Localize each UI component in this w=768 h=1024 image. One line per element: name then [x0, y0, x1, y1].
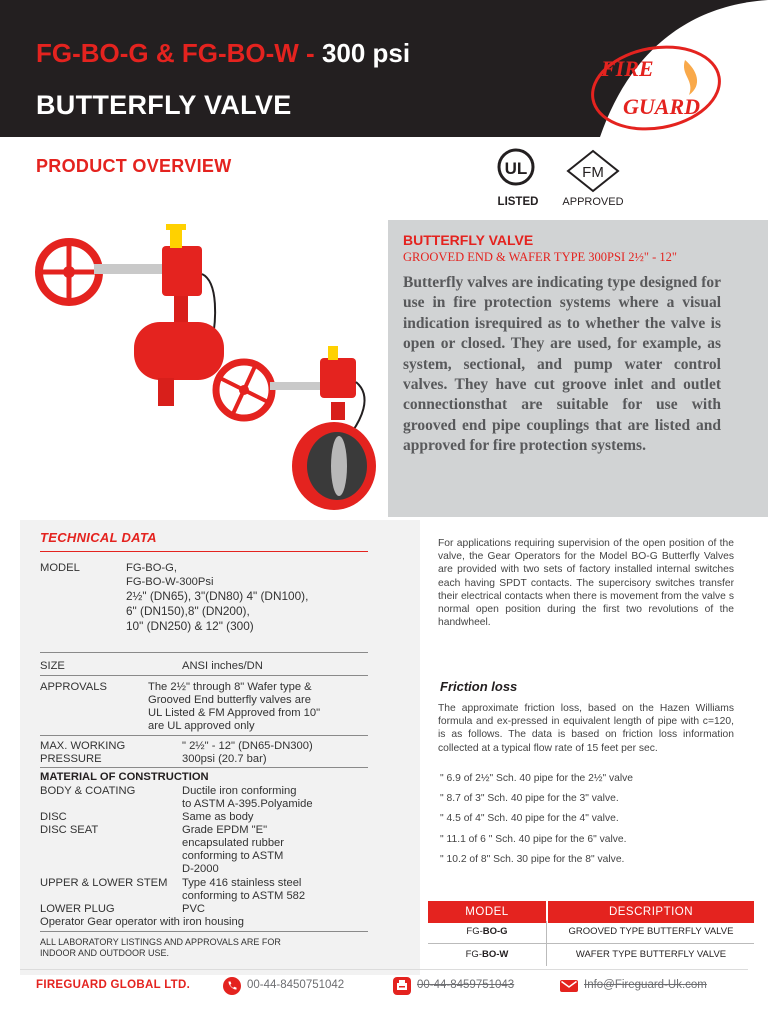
fm-approved-icon: [562, 151, 623, 208]
material-heading: MATERIAL OF CONSTRUCTION: [40, 771, 209, 783]
stem-label: UPPER & LOWER STEM: [40, 877, 168, 889]
butterfly-valve-product-image: [34, 222, 384, 512]
grooved-valve-illustration: [39, 224, 224, 406]
operator-line: Operator Gear operator with iron housing: [40, 916, 244, 928]
lower-plug-value: PVC: [182, 903, 206, 915]
disc-seat-line-4: D-2000: [182, 863, 219, 875]
approvals-note-line-2: INDOOR AND OUTDOOR USE.: [40, 948, 170, 958]
technical-data-title: TECHNICAL DATA: [40, 530, 157, 545]
size-value: ANSI inches/DN: [182, 660, 263, 672]
friction-loss-paragraph: The approximate friction loss, based on the Hazen Williams formula and ex-pressed in equivalent length of pipe with c=120, is as follows. The data is based on friction loss information collected at a typical flow rate of 15 feet per sec.: [438, 703, 734, 754]
body-coating-line-2: to ASTM A-395.Polyamide: [182, 798, 313, 810]
footer-email[interactable]: Info@Fireguard-Uk.com: [584, 979, 707, 991]
technical-title-rule: [40, 551, 368, 552]
description-body: Butterfly valves are indicating type designed for use in fire protection systems where a visual indication isrequired as to whether the valve is open or closed. They are used, for example, as system, sectional, and pump water control valves. They have cut groove inlet and outlet connectionsthat are suitable for use with grooved end pipe couplings that are listed and approved for fire protection systems.: [403, 274, 721, 455]
table-separator: [40, 735, 368, 736]
certification-marks: [496, 147, 626, 209]
model-line-1: FG-BO-G,: [126, 562, 177, 574]
footer-company: FIREGUARD GLOBAL LTD.: [36, 979, 191, 991]
fax-icon: [393, 977, 411, 995]
friction-loss-heading: Friction loss: [440, 679, 518, 694]
wafer-valve-illustration: [216, 346, 376, 510]
table-row-model: FG-BO-W: [465, 949, 509, 960]
approvals-note-line-1: ALL LABORATORY LISTINGS AND APPROVALS ARE FOR: [40, 937, 281, 947]
ul-listed-icon: [498, 150, 539, 208]
table-column-divider: [546, 921, 547, 966]
lower-plug-label: LOWER PLUG: [40, 903, 115, 915]
disc-seat-line-2: encapsulated rubber: [182, 837, 285, 849]
table-row-model: FG-BO-G: [466, 926, 508, 937]
model-label: MODEL: [40, 562, 80, 574]
footer-fax[interactable]: 00-44-8459751043: [417, 979, 515, 991]
svg-text:APPROVED: APPROVED: [562, 196, 624, 208]
page-subtitle: BUTTERFLY VALVE: [36, 90, 292, 120]
stem-line-2: conforming to ASTM 582: [182, 890, 306, 902]
pressure-line-2: 300psi (20.7 bar): [182, 753, 267, 765]
table-row-description: GROOVED TYPE BUTTERFLY VALVE: [568, 926, 734, 937]
svg-text:FM: FM: [582, 164, 604, 181]
friction-item: " 6.9 of 2½" Sch. 40 pipe for the 2½" valve: [440, 773, 633, 784]
disc-label: DISC: [40, 811, 67, 823]
pressure-line-1: " 2½" - 12" (DN65-DN300): [182, 740, 313, 752]
size-label: SIZE: [40, 660, 65, 672]
friction-item: " 8.7 of 3" Sch. 40 pipe for the 3" valve.: [440, 793, 619, 804]
description-title: BUTTERFLY VALVE: [403, 232, 534, 248]
svg-text:LISTED: LISTED: [497, 196, 539, 208]
description-subtitle: GROOVED END & WAFER TYPE 300PSI 2½" - 12": [403, 250, 677, 264]
table-separator: [40, 767, 368, 768]
approvals-label: APPROVALS: [40, 681, 107, 693]
email-icon: [560, 977, 578, 995]
friction-item: " 11.1 of 6 " Sch. 40 pipe for the 6" valve.: [440, 834, 627, 845]
approvals-line-1: The 2½" through 8" Wafer type &: [148, 681, 312, 693]
approvals-line-3: UL Listed & FM Approved from 10": [148, 707, 321, 719]
body-coating-line-1: Ductile iron conforming: [182, 785, 297, 797]
pressure-label-1: MAX. WORKING: [40, 740, 126, 752]
model-line-2: FG-BO-W-300Psi: [126, 576, 214, 588]
body-coating-label: BODY & COATING: [40, 785, 136, 797]
approvals-line-2: Grooved End butterfly valves are: [148, 694, 311, 706]
stem-line-1: Type 416 stainless steel: [182, 877, 302, 889]
fireguard-logo: [585, 40, 727, 136]
table-header-description: DESCRIPTION: [548, 901, 754, 923]
supervision-paragraph: For applications requiring supervision of the open position of the valve, the Gear Operators for the Model BO-G Butterfly Valves are provided with two sets of factory installed internal switches each having SPDT contacts. The supercisory switches transfer their electrical contacts when there is movement from the valve s normal open position during the first two revolutions of the handwheel.: [438, 538, 734, 629]
model-line-5: 10" (DN250) & 12" (300): [126, 619, 254, 633]
logo-word-guard: GUARD: [623, 94, 701, 119]
disc-seat-label: DISC SEAT: [40, 824, 99, 836]
logo-word-fire: FIRE: [601, 56, 654, 81]
approvals-line-4: are UL approved only: [148, 720, 255, 732]
section-heading-overview: PRODUCT OVERVIEW: [36, 156, 232, 176]
table-separator: [40, 931, 368, 932]
table-separator: [40, 652, 368, 653]
disc-seat-line-3: conforming to ASTM: [182, 850, 284, 862]
model-line-3: 2½" (DN65), 3"(DN80) 4" (DN100),: [126, 589, 309, 603]
pressure-label-2: PRESSURE: [40, 753, 102, 765]
model-line-4: 6" (DN150),8" (DN200),: [126, 604, 250, 618]
footer-rule: [20, 969, 748, 970]
friction-item: " 10.2 of 8" Sch. 30 pipe for the 8" valve.: [440, 854, 625, 865]
phone-icon: [223, 977, 241, 995]
footer-phone[interactable]: 00-44-8450751042: [247, 979, 345, 991]
table-header-model: MODEL: [428, 901, 546, 923]
table-separator: [40, 675, 368, 676]
svg-text:UL: UL: [504, 159, 528, 178]
disc-value: Same as body: [182, 811, 254, 823]
page-title: FG-BO-G & FG-BO-W - 300 psi: [36, 38, 411, 68]
disc-seat-line-1: Grade EPDM "E": [182, 824, 268, 836]
friction-item: " 4.5 of 4" Sch. 40 pipe for the 4" valve.: [440, 813, 619, 824]
table-row-description: WAFER TYPE BUTTERFLY VALVE: [575, 949, 727, 960]
